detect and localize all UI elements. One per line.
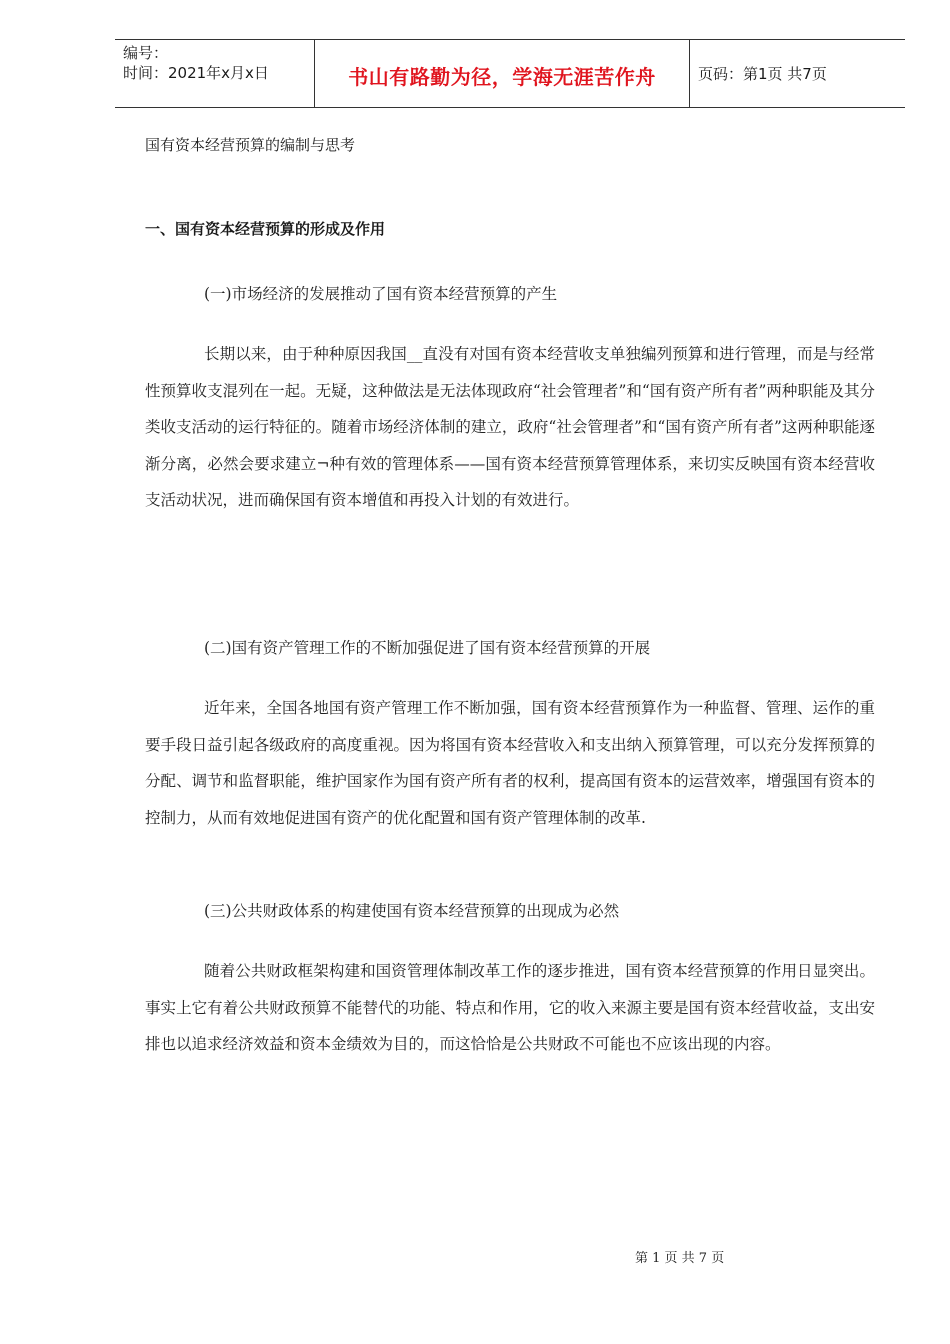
subsection-heading-1: (一)市场经济的发展推动了国有资本经营预算的产生 bbox=[204, 285, 558, 303]
header-motto-cell bbox=[315, 40, 690, 107]
document-title: 国有资本经营预算的编制与思考 bbox=[145, 136, 356, 154]
subsection-heading-3: (三)公共财政体系的构建使国有资本经营预算的出现成为必然 bbox=[204, 902, 620, 920]
paragraph-1: 长期以来，由于种种原因我国__直没有对国有资本经营收支单独编列预算和进行管理，而是与经常性预算收支混列在一起。无疑，这种做法是无法体现政府“社会管理者”和“国有资产所有者”两种职能及其分类收支活动的运行特征的。随着市场经济体制的建立，政府“社会管理者”和“国有资产所有者”这两种职能逐渐分离，必然会要求建立¬种有效的管理体系——国有资本经营预算管理体系，来切实反映国有资本经营收支活动状况，进而确保国有资本增值和再投入计划的有效进行。 bbox=[145, 345, 875, 509]
date-label: 时间：2021年x月x日 bbox=[123, 64, 269, 82]
page-number-label: 页码：第1页 共7页 bbox=[698, 65, 827, 83]
paragraph-2: 近年来，全国各地国有资产管理工作不断加强，国有资本经营预算作为一种监督、管理、运作的重要手段日益引起各级政府的高度重视。因为将国有资本经营收入和支出纳入预算管理，可以充分发挥预算的分配、调节和监督职能，维护国家作为国有资产所有者的权利，提高国有资本的运营效率，增强国有资本的控制力，从而有效地促进国有资产的优化配置和国有资产管理体制的改革. bbox=[145, 699, 875, 827]
page-footer: 第 1 页 共 7 页 bbox=[635, 1251, 725, 1266]
section-heading: 一、国有资本经营预算的形成及作用 bbox=[145, 220, 386, 238]
paragraph-3: 随着公共财政框架构建和国资管理体制改革工作的逐步推进，国有资本经营预算的作用日显突出。事实上它有着公共财政预算不能替代的功能、特点和作用，它的收入来源主要是国有资本经营收益，支出安排也以追求经济效益和资本金绩效为目的，而这恰恰是公共财政不可能也不应该出现的内容。 bbox=[145, 962, 875, 1053]
header-page-cell bbox=[690, 40, 905, 107]
serial-number-label: 编号： bbox=[123, 44, 169, 62]
page-header bbox=[115, 39, 905, 108]
subsection-heading-2: (二)国有资产管理工作的不断加强促进了国有资本经营预算的开展 bbox=[204, 639, 651, 657]
header-meta-cell bbox=[115, 40, 315, 107]
motto-text: 书山有路勤为径，学海无涯苦作舟 bbox=[348, 65, 656, 89]
